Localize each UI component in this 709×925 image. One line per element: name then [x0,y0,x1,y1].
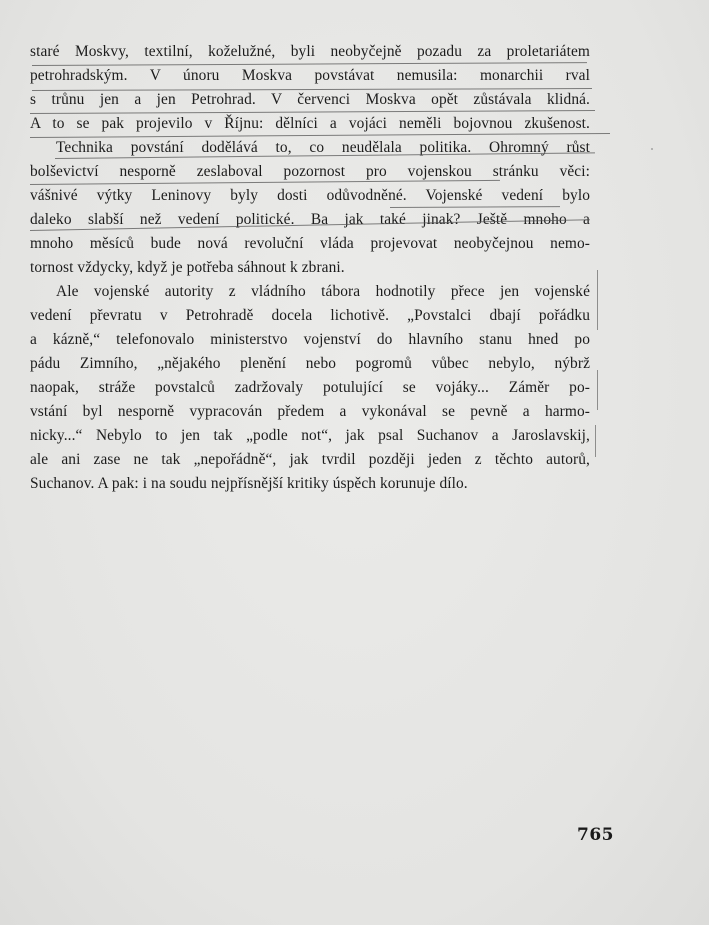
text-line: tornost vždycky, když je potřeba sáhnout k zbrani. [30,259,345,276]
text-line: mnoho měsíců bude nová revoluční vláda projevovat neobyčejnou nemo- [30,235,590,252]
margin-line [597,270,598,330]
text-line: a kázně,“ telefonovalo ministerstvo vojenství do hlavního stanu hned po [30,331,590,348]
text-line: staré Moskvy, textilní, koželužné, byli neobyčejně pozadu za proletariátem [30,43,590,60]
text-line: vášnivé výtky Leninovy byly dosti odůvodněné. Vojenské vedení bylo [30,187,590,204]
paper-speck [651,148,653,150]
text-line: daleko slabší než vedení politické. Ba jak také jinak? Ještě mnoho a [30,211,590,228]
text-line: ale ani zase ne tak „nepořádně“, jak tvrdil později jeden z těchto autorů, [30,451,590,468]
text-line: Ale vojenské autority z vládního tábora hodnotily přece jen vojenské [56,283,590,300]
text-line: pádu Zimního, „nějakého plenění nebo pogromů vůbec nebylo, nýbrž [30,355,590,372]
margin-line [595,425,596,457]
text-line: Technika povstání dodělává to, co neudělala politika. Ohromný růst [56,139,590,156]
text-line: petrohradským. V únoru Moskva povstávat nemusila: monarchii rval [30,67,590,84]
text-line: vstání byl nesporně vypracován předem a vykonával se pevně a harmo- [30,403,590,420]
text-line: Suchanov. A pak: i na soudu nejpřísnější kritiky úspěch korunuje dílo. [30,475,468,492]
text-line: bolševictví nesporně zeslaboval pozornost pro vojenskou stránku věci: [30,163,590,180]
text-line: vedení převratu v Petrohradě docela lichotivě. „Povstalci dbají pořádku [30,307,590,324]
page-number: 765 [577,825,614,845]
text-line: nicky...“ Nebylo to jen tak „podle not“, jak psal Suchanov a Jaroslavskij, [30,427,590,444]
text-line: s trůnu jen a jen Petrohrad. V červenci Moskva opět zůstávala klidná. [30,91,590,108]
margin-line [597,370,598,410]
text-line: A to se pak projevilo v Říjnu: dělníci a vojáci neměli bojovnou zkušenost. [30,115,590,132]
text-line: naopak, stráže povstalců zadržovaly potulující se vojáky... Záměr po- [30,379,590,396]
